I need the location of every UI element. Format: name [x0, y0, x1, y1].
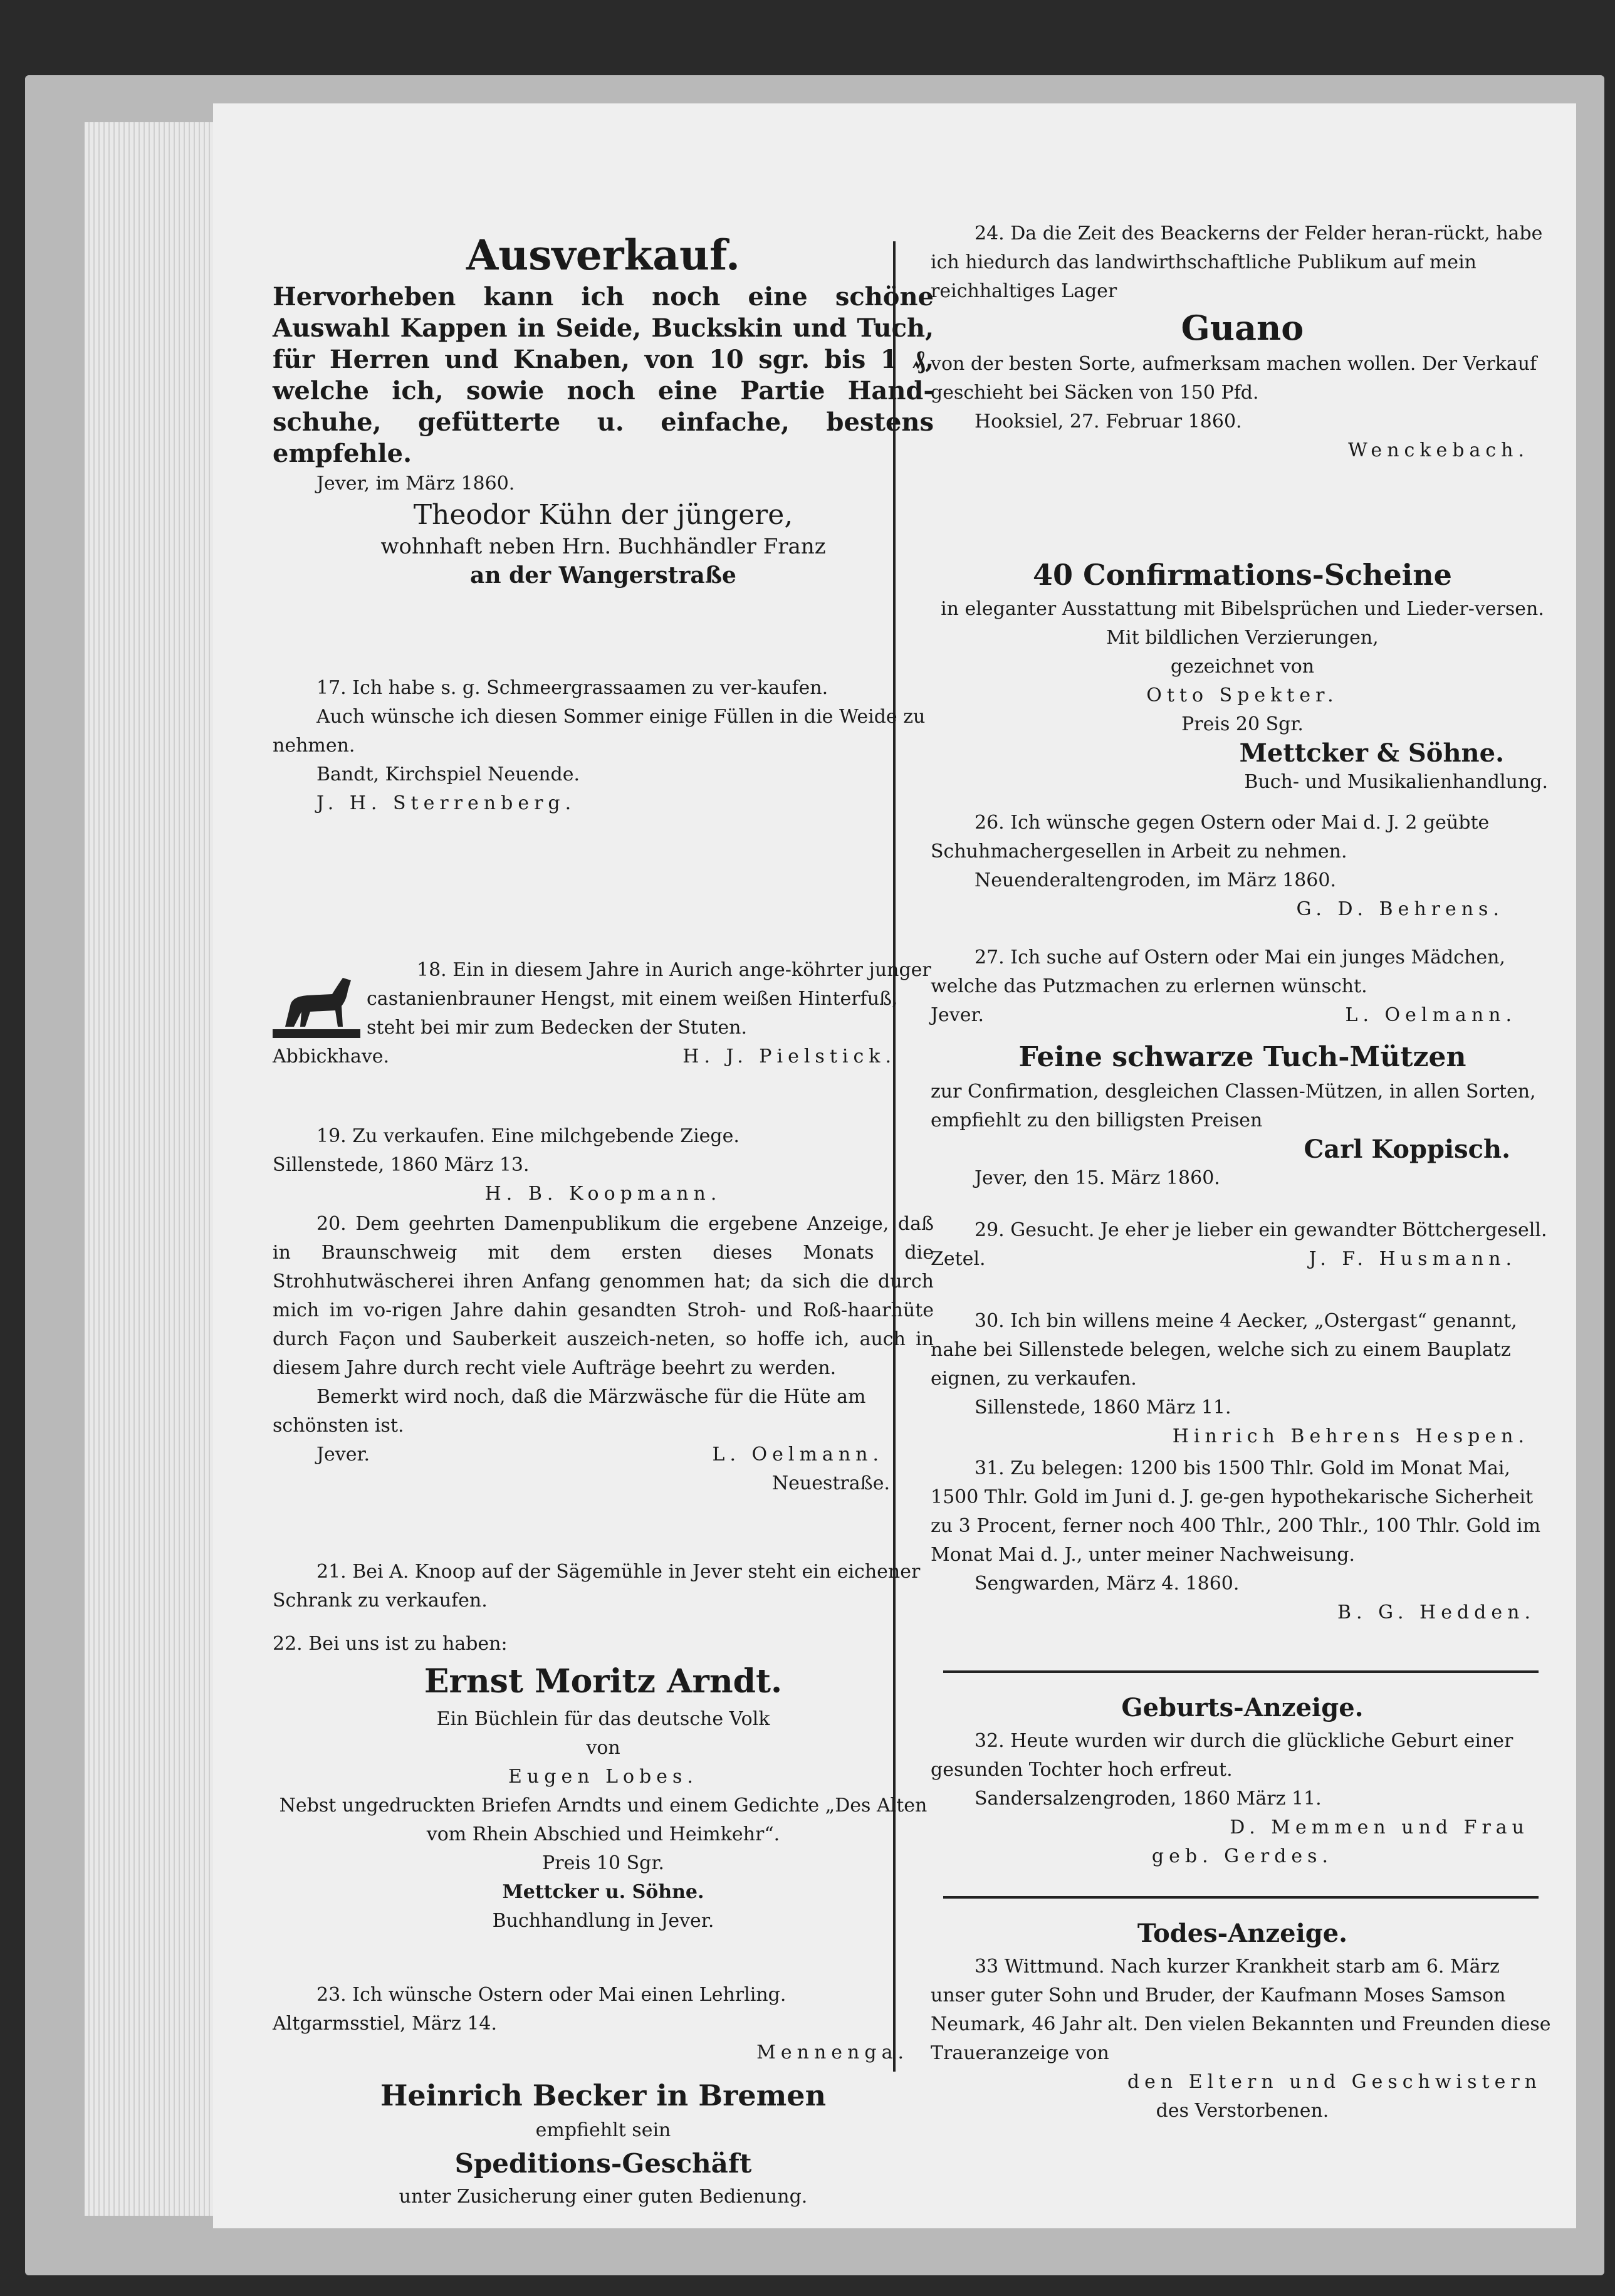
ad17-text1: 17. Ich habe s. g. Schmeergrassaamen zu ver-kaufen. [316, 677, 828, 699]
ad-tod [931, 1915, 1554, 2126]
ad-ausverkauf [273, 229, 934, 590]
ad26-text: 26. Ich wünsche gegen Ostern oder Mai d. J. 2 geübte Schuhmachergesellen in Arbeit zu nehmen. [931, 812, 1490, 862]
conf-firm: Mettcker & Söhne. [1239, 738, 1504, 768]
geburt-text: 32. Heute wurden wir durch die glückliche Geburt einer gesunden Tochter hoch erfreut. [931, 1730, 1513, 1781]
ad-30 [931, 1307, 1554, 1451]
ad22-shop: Buchhandlung in Jever. [492, 1910, 714, 1932]
ad20-street: Neuestraße. [771, 1472, 890, 1494]
ad20-signature: L. Oelmann. [712, 1444, 884, 1465]
ad23-text: 23. Ich wünsche Ostern oder Mai einen Lehrling. [316, 1984, 787, 2006]
ad18-signature: H. J. Pielstick. [682, 1046, 896, 1067]
ad27-signature: L. Oelmann. [1345, 1004, 1517, 1026]
muetzen-signature: Carl Koppisch. [1304, 1135, 1510, 1164]
ad29-signature: J. F. Husmann. [1309, 1248, 1517, 1270]
ausverkauf-addr1: wohnhaft neben Hrn. Buchhändler Franz [380, 534, 826, 559]
muetzen-text: zur Confirmation, desgleichen Classen-Mützen, in allen Sorten, empfiehlt zu den billigsten Preisen [931, 1081, 1536, 1131]
ad22-title: Ernst Moritz Arndt. [424, 1662, 783, 1701]
ad-26 [931, 809, 1554, 924]
ad-22 [273, 1630, 934, 1936]
tod-title: Todes-Anzeige. [1137, 1919, 1348, 1948]
ad21-text: 21. Bei A. Knoop auf der Sägemühle in Jever steht ein eichener Schrank zu verkaufen. [273, 1561, 921, 1612]
ad24-text2: von der besten Sorte, aufmerksam machen wollen. Der Verkauf geschieht bei Säcken von 150 Pfd. [931, 353, 1537, 404]
conf-line1: in eleganter Ausstattung mit Bibelsprüchen und Lieder-versen. Mit bildlichen Verzierungen, [941, 598, 1544, 649]
ad24-signature: Wenckebach. [1348, 439, 1529, 461]
newspaper-page [213, 103, 1576, 2228]
ad30-signature: Hinrich Behrens Hespen. [1172, 1425, 1529, 1447]
ausverkauf-addr2: an der Wangerstraße [470, 562, 736, 589]
ad-confirmation [931, 555, 1554, 797]
ad-20 [273, 1210, 934, 1498]
ausverkauf-place: Jever, im März 1860. [316, 473, 515, 495]
ad30-place: Sillenstede, 1860 März 11. [975, 1397, 1231, 1418]
ad22-line4: Nebst ungedruckten Briefen Arndts und einem Gedichte „Des Alten vom Rhein Abschied und Heimkehr“. [279, 1795, 928, 1845]
geburt-signature: D. Memmen und Frau [1230, 1816, 1529, 1838]
ad18-place: Abbickhave. [273, 1046, 390, 1067]
ad19-signature: H. B. Koopmann. [484, 1183, 722, 1205]
geburt-place: Sandersalzengroden, 1860 März 11. [975, 1788, 1322, 1810]
ad17-signature: J. H. Sterrenberg. [316, 792, 577, 814]
ad22-price: Preis 10 Sgr. [542, 1852, 664, 1874]
ad-becker [273, 2075, 934, 2211]
ad-18 [273, 956, 934, 1071]
ad-31 [931, 1454, 1554, 1627]
conf-price: Preis 20 Sgr. [1181, 713, 1304, 735]
becker-line3: unter Zusicherung einer guten Bedienung. [399, 2186, 808, 2208]
ausverkauf-body: Hervorheben kann ich noch eine schöne Auswahl Kappen in Seide, Buckskin und Tuch, für Herren und Knaben, von 10 sgr. bis 1 ₰, welche ich, sowie noch eine Partie Hand-schuhe, gefütterte u. einfache, bestens empfehle. [273, 282, 934, 468]
conf-title: 40 Confirmations-Scheine [1033, 558, 1452, 592]
rule-death [943, 1896, 1539, 1899]
ad31-signature: B. G. Hedden. [1337, 1601, 1535, 1623]
ad26-signature: G. D. Behrens. [1296, 898, 1504, 920]
ad24-text: 24. Da die Zeit des Beackerns der Felder heran-rückt, habe ich hiedurch das landwirthschaftliche Publikum auf mein reichhaltiges Lager [931, 223, 1543, 302]
ad20-text: 20. Dem geehrten Damenpublikum die ergebene Anzeige, daß in Braunschweig mit dem ersten dieses Monats die Strohhutwäscherei ihren Anfang genommen hat; da sich die durch mich im vo-rigen Jahre dahin gesandten Stroh- und Roß-haarhüte durch Façon und Sauberkeit auszeich-neten, so hoffe ich, auch in diesem Jahre durch recht viele Aufträge beehrt zu werden. [273, 1213, 934, 1379]
muetzen-title: Feine schwarze Tuch-Mützen [1018, 1041, 1466, 1073]
ad22-line2: von [586, 1737, 620, 1759]
ad22-firm: Mettcker u. Söhne. [502, 1881, 704, 1903]
ad29-text: 29. Gesucht. Je eher je lieber ein gewandter Böttchergesell. [975, 1219, 1547, 1241]
ad27-place: Jever. [931, 1004, 985, 1026]
ad-19 [273, 1122, 934, 1208]
ad22-line3: Eugen Lobes. [508, 1766, 698, 1788]
ad31-place: Sengwarden, März 4. 1860. [975, 1573, 1240, 1595]
ad23-signature: Mennenga. [756, 2042, 909, 2063]
conf-shop: Buch- und Musikalienhandlung. [1244, 771, 1548, 793]
ad-24 [931, 219, 1554, 465]
ad27-text: 27. Ich suche auf Ostern oder Mai ein junges Mädchen, welche das Putzmachen zu erlernen wünscht. [931, 946, 1505, 997]
ad19-text: 19. Zu verkaufen. Eine milchgebende Ziege. [316, 1125, 740, 1147]
ad-27 [931, 943, 1554, 1030]
ad-23 [273, 1981, 934, 2067]
ad19-place: Sillenstede, 1860 März 13. [273, 1154, 530, 1176]
ad17-text2: Auch wünsche ich diesen Sommer einige Füllen in die Weide zu nehmen. [273, 706, 926, 757]
ad-17 [273, 674, 934, 818]
ad24-place: Hooksiel, 27. Februar 1860. [975, 411, 1242, 432]
ad29-place: Zetel. [931, 1248, 986, 1270]
ausverkauf-title: Ausverkauf. [466, 231, 740, 280]
rule-birth [943, 1670, 1539, 1673]
becker-title: Heinrich Becker in Bremen [380, 2078, 827, 2112]
ad17-place: Bandt, Kirchspiel Neuende. [316, 763, 580, 785]
ad-geburt [931, 1689, 1554, 1871]
ad26-place: Neuenderaltengroden, im März 1860. [975, 869, 1337, 891]
ad22-intro: 22. Bei uns ist zu haben: [273, 1633, 508, 1655]
ausverkauf-name: Theodor Kühn der jüngere, [413, 499, 793, 531]
ad31-text: 31. Zu belegen: 1200 bis 1500 Thlr. Gold im Monat Mai, 1500 Thlr. Gold im Juni d. J. ge-gen hypothekarische Sicherheit zu 3 Procent, ferner noch 400 Thlr., 200 Thlr., 100 Thlr. Gold im Monat Mai d. J., unter meiner Nachweisung. [931, 1457, 1541, 1566]
becker-line2: Speditions-Geschäft [454, 2148, 752, 2179]
conf-line2: gezeichnet von [1170, 656, 1315, 678]
tod-signature: den Eltern und Geschwistern [1127, 2071, 1542, 2093]
conf-line3: Otto Spekter. [1146, 684, 1339, 706]
becker-line1: empfiehlt sein [535, 2119, 671, 2141]
ad20-note: Bemerkt wird noch, daß die Märzwäsche für die Hüte am schönsten ist. [273, 1386, 866, 1437]
ad24-title: Guano [1181, 308, 1304, 348]
ad18-text: 18. Ein in diesem Jahre in Aurich ange-köhrter junger castanienbrauner Hengst, mit einem weißen Hinterfuß, steht bei mir zum Bedecken der Stuten. [367, 959, 931, 1039]
ad20-place: Jever. [316, 1444, 370, 1465]
ad-29 [931, 1216, 1554, 1274]
tod-signature2: des Verstorbenen. [1156, 2100, 1329, 2122]
geburt-signature2: geb. Gerdes. [1151, 1845, 1334, 1867]
muetzen-place: Jever, den 15. März 1860. [975, 1167, 1220, 1189]
tod-text: 33 Wittmund. Nach kurzer Krankheit starb am 6. März unser guter Sohn und Bruder, der Kaufmann Moses Samson Neumark, 46 Jahr alt. Den vielen Bekannten und Freunden diese Traueranzeige von [931, 1956, 1551, 2064]
geburt-title: Geburts-Anzeige. [1121, 1693, 1364, 1722]
page-edges [85, 122, 229, 2216]
ad-21 [273, 1558, 934, 1615]
ad22-line1: Ein Büchlein für das deutsche Volk [436, 1708, 770, 1730]
ad30-text: 30. Ich bin willens meine 4 Aecker, „Ostergast“ genannt, nahe bei Sillenstede belegen, welche sich zu einem Bauplatz eignen, zu verkaufen. [931, 1310, 1517, 1390]
ad23-place: Altgarmsstiel, März 14. [273, 2013, 498, 2035]
ad-muetzen [931, 1037, 1554, 1193]
